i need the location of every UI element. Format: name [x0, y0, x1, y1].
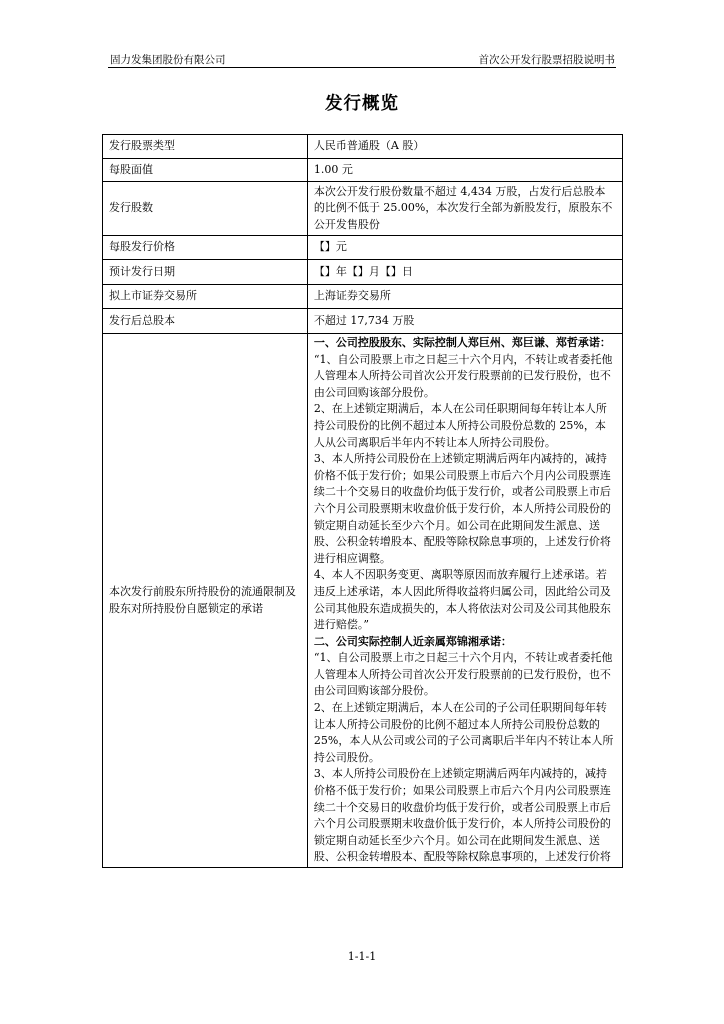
- table-row: [103, 309, 623, 334]
- table-row: [103, 159, 623, 182]
- table-row: [103, 285, 623, 309]
- row-label: 每股发行价格: [103, 236, 308, 260]
- row-value: 本次公开发行股份数量不超过 4,434 万股，占发行后总股本的比例不低于 25.00%，本次发行全部为新股发行，原股东不公开发售股份: [307, 182, 622, 236]
- offering-overview-table: [102, 134, 623, 868]
- row-label: 发行股票类型: [103, 135, 308, 159]
- commitment-paragraph: 2、在上述锁定期满后，本人在公司的子公司任职期间每年转让本人所持公司股份的比例不超过本人所持公司股份总数的 25%，本人从公司或公司的子公司离职后半年内不转让本人所持公司股份。: [313, 701, 614, 764]
- header-document: 首次公开发行股票招股说明书: [478, 54, 615, 66]
- row-label: 发行股数: [103, 182, 308, 236]
- table-row: [103, 334, 623, 868]
- row-value: 人民币普通股（A 股）: [307, 135, 622, 159]
- commitment-paragraph: 4、本人不因职务变更、离职等原因而放弃履行上述承诺。若违反上述承诺，本人因此所得收益将归属公司，因此给公司及公司其他股东造成损失的，本人将依法对公司及公司其他股东进行赔偿。”: [313, 568, 611, 632]
- row-value: 上海证券交易所: [307, 285, 622, 309]
- header-rule: [108, 67, 616, 68]
- table-row: [103, 236, 623, 260]
- row-label: 预计发行日期: [103, 260, 308, 285]
- row-label: 发行后总股本: [103, 309, 308, 334]
- commitment-paragraph: 3、本人所持公司股份在上述锁定期满后两年内减持的，减持价格不低于发行价；如果公司股票上市后六个月内公司股票连续二十个交易日的收盘价均低于发行价，或者公司股票上市后六个月公司股票期末收盘价低于发行价，本人所持公司股份的锁定期自动延长至少六个月。如公司在此期间发生派息、送股、公积金转增股本、配股等除权除息事项的，上述发行价将进行相应调整。: [313, 452, 611, 565]
- page-number: 1-1-1: [347, 950, 377, 963]
- commitment-paragraph: 3、本人所持公司股份在上述锁定期满后两年内减持的，减持价格不低于发行价；如果公司股票上市后六个月内公司股票连续二十个交易日的收盘价均低于发行价，或者公司股票上市后六个月公司股票期末收盘价低于发行价，本人所持公司股份的锁定期自动延长至少六个月。如公司在此期间发生派息、送股、公积金转增股本、配股等除权除息事项的，上述发行价将: [313, 767, 611, 864]
- row-value: 1.00 元: [307, 159, 622, 182]
- row-label: 每股面值: [103, 159, 308, 182]
- running-header: [110, 50, 615, 68]
- page-title: 发行概览: [325, 94, 399, 114]
- row-label: 拟上市证券交易所: [103, 285, 308, 309]
- commitment-paragraph: 2、在上述锁定期满后，本人在公司任职期间每年转让本人所持公司股份的比例不超过本人所持公司股份总数的 25%，本人从公司离职后半年内不转让本人所持公司股份。: [313, 402, 607, 449]
- row-value: 不超过 17,734 万股: [307, 309, 622, 334]
- commitment-label: 本次发行前股东所持股份的流通限制及股东对所持股份自愿锁定的承诺: [103, 334, 308, 868]
- table-row: [103, 182, 623, 236]
- row-value: 【】年【】月【】日: [307, 260, 622, 285]
- table-row: [103, 260, 623, 285]
- row-value: 【】元: [307, 236, 622, 260]
- commitment-heading: 二、公司实际控制人近亲属郑锦湘承诺：: [313, 634, 512, 648]
- commitment-paragraph: “1、自公司股票上市之日起三十六个月内，不转让或者委托他人管理本人所持公司首次公开发行股票前的已发行股份，也不由公司回购该部分股份。: [313, 651, 613, 698]
- header-company: 固力发集团股份有限公司: [110, 54, 226, 66]
- commitment-paragraph: “1、自公司股票上市之日起三十六个月内，不转让或者委托他人管理本人所持公司首次公开发行股票前的已发行股份，也不由公司回购该部分股份。: [313, 352, 613, 399]
- table-row: [103, 135, 623, 159]
- commitment-heading: 一、公司控股股东、实际控制人郑巨州、郑巨谦、郑哲承诺：: [313, 336, 611, 349]
- commitment-text: [307, 334, 622, 868]
